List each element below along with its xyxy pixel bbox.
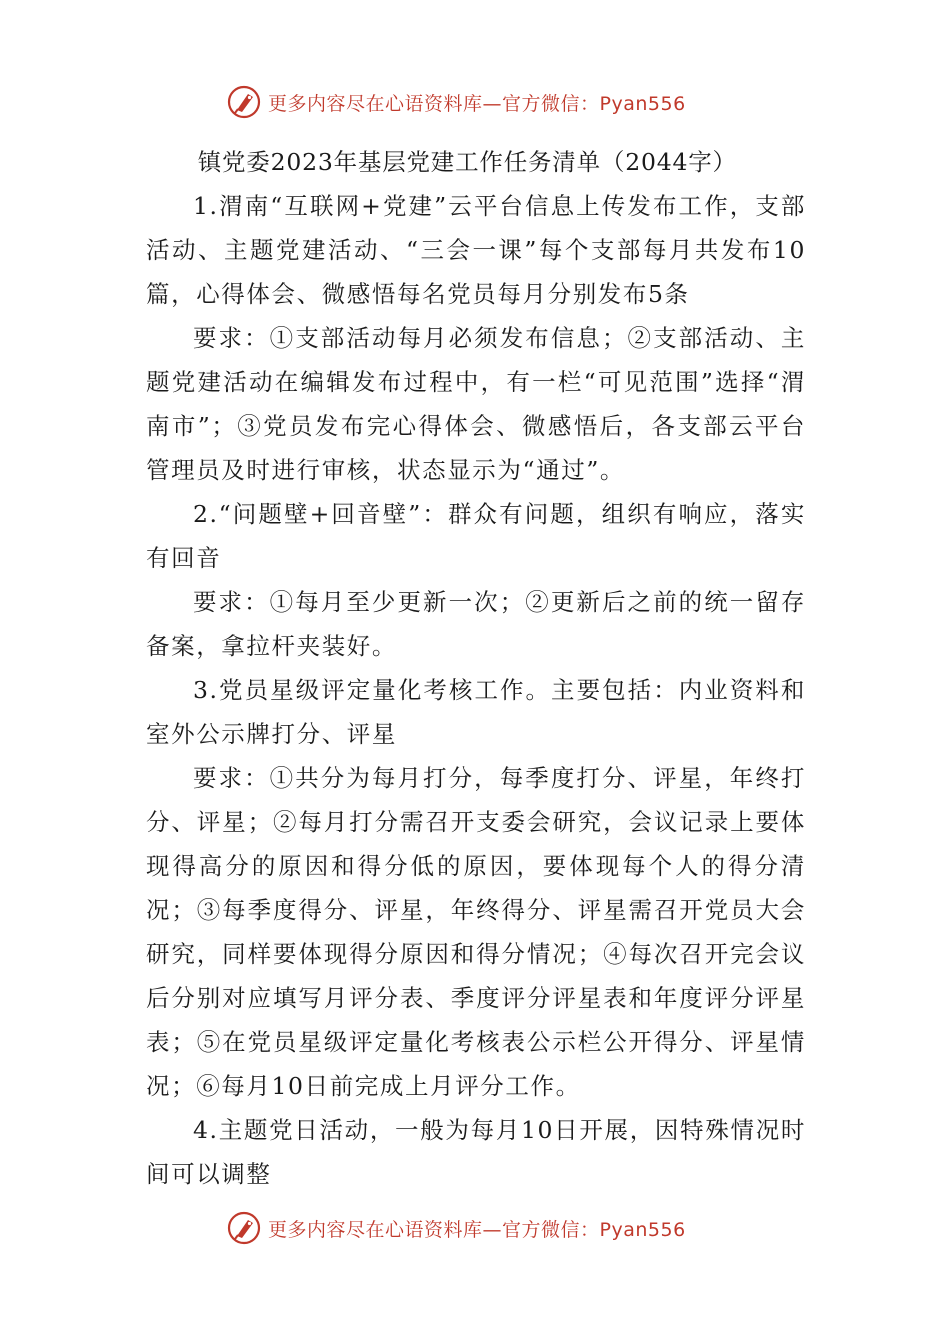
- footer-banner: [226, 1208, 746, 1248]
- banner-text: 更多内容尽在心语资料库—官方微信：Pyan556: [268, 92, 686, 115]
- header-banner: [226, 82, 746, 122]
- document-title: 镇党委2023年基层党建工作任务清单（2044字）: [197, 148, 737, 176]
- paragraph-7: 4.主题党日活动，一般为每月10日开展，因特殊情况时间可以调整: [146, 1116, 806, 1188]
- paragraph-2: 要求：①支部活动每月必须发布信息；②支部活动、主题党建活动在编辑发布过程中，有一栏“可见范围”选择“渭南市”；③党员发布完心得体会、微感悟后，各支部云平台管理员及时进行审核，状态显示为“通过”。: [146, 324, 806, 484]
- paragraph-1: 1.渭南“互联网+党建”云平台信息上传发布工作，支部活动、主题党建活动、“三会一课”每个支部每月共发布10篇，心得体会、微感悟每名党员每月分别发布5条: [146, 192, 806, 308]
- banner-text: 更多内容尽在心语资料库—官方微信：Pyan556: [268, 1218, 686, 1241]
- document-body: [146, 140, 806, 1196]
- paragraph-3: 2.“问题壁+回音壁”：群众有问题，组织有响应，落实有回音: [146, 500, 806, 572]
- paragraph-6: 要求：①共分为每月打分，每季度打分、评星，年终打分、评星；②每月打分需召开支委会研究，会议记录上要体现得高分的原因和得分低的原因，要体现每个人的得分清况；③每季度得分、评星，年终得分、评星需召开党员大会研究，同样要体现得分原因和得分情况；④每次召开完会议后分别对应填写月评分表、季度评分评星表和年度评分评星表；⑤在党员星级评定量化考核表公示栏公开得分、评星情况；⑥每月10日前完成上月评分工作。: [146, 764, 806, 1100]
- pen-nib-logo-icon: [226, 1210, 262, 1246]
- paragraph-4: 要求：①每月至少更新一次；②更新后之前的统一留存备案，拿拉杆夹装好。: [146, 588, 806, 660]
- paragraph-5: 3.党员星级评定量化考核工作。主要包括：内业资料和室外公示牌打分、评星: [146, 676, 806, 748]
- pen-nib-logo-icon: [226, 84, 262, 120]
